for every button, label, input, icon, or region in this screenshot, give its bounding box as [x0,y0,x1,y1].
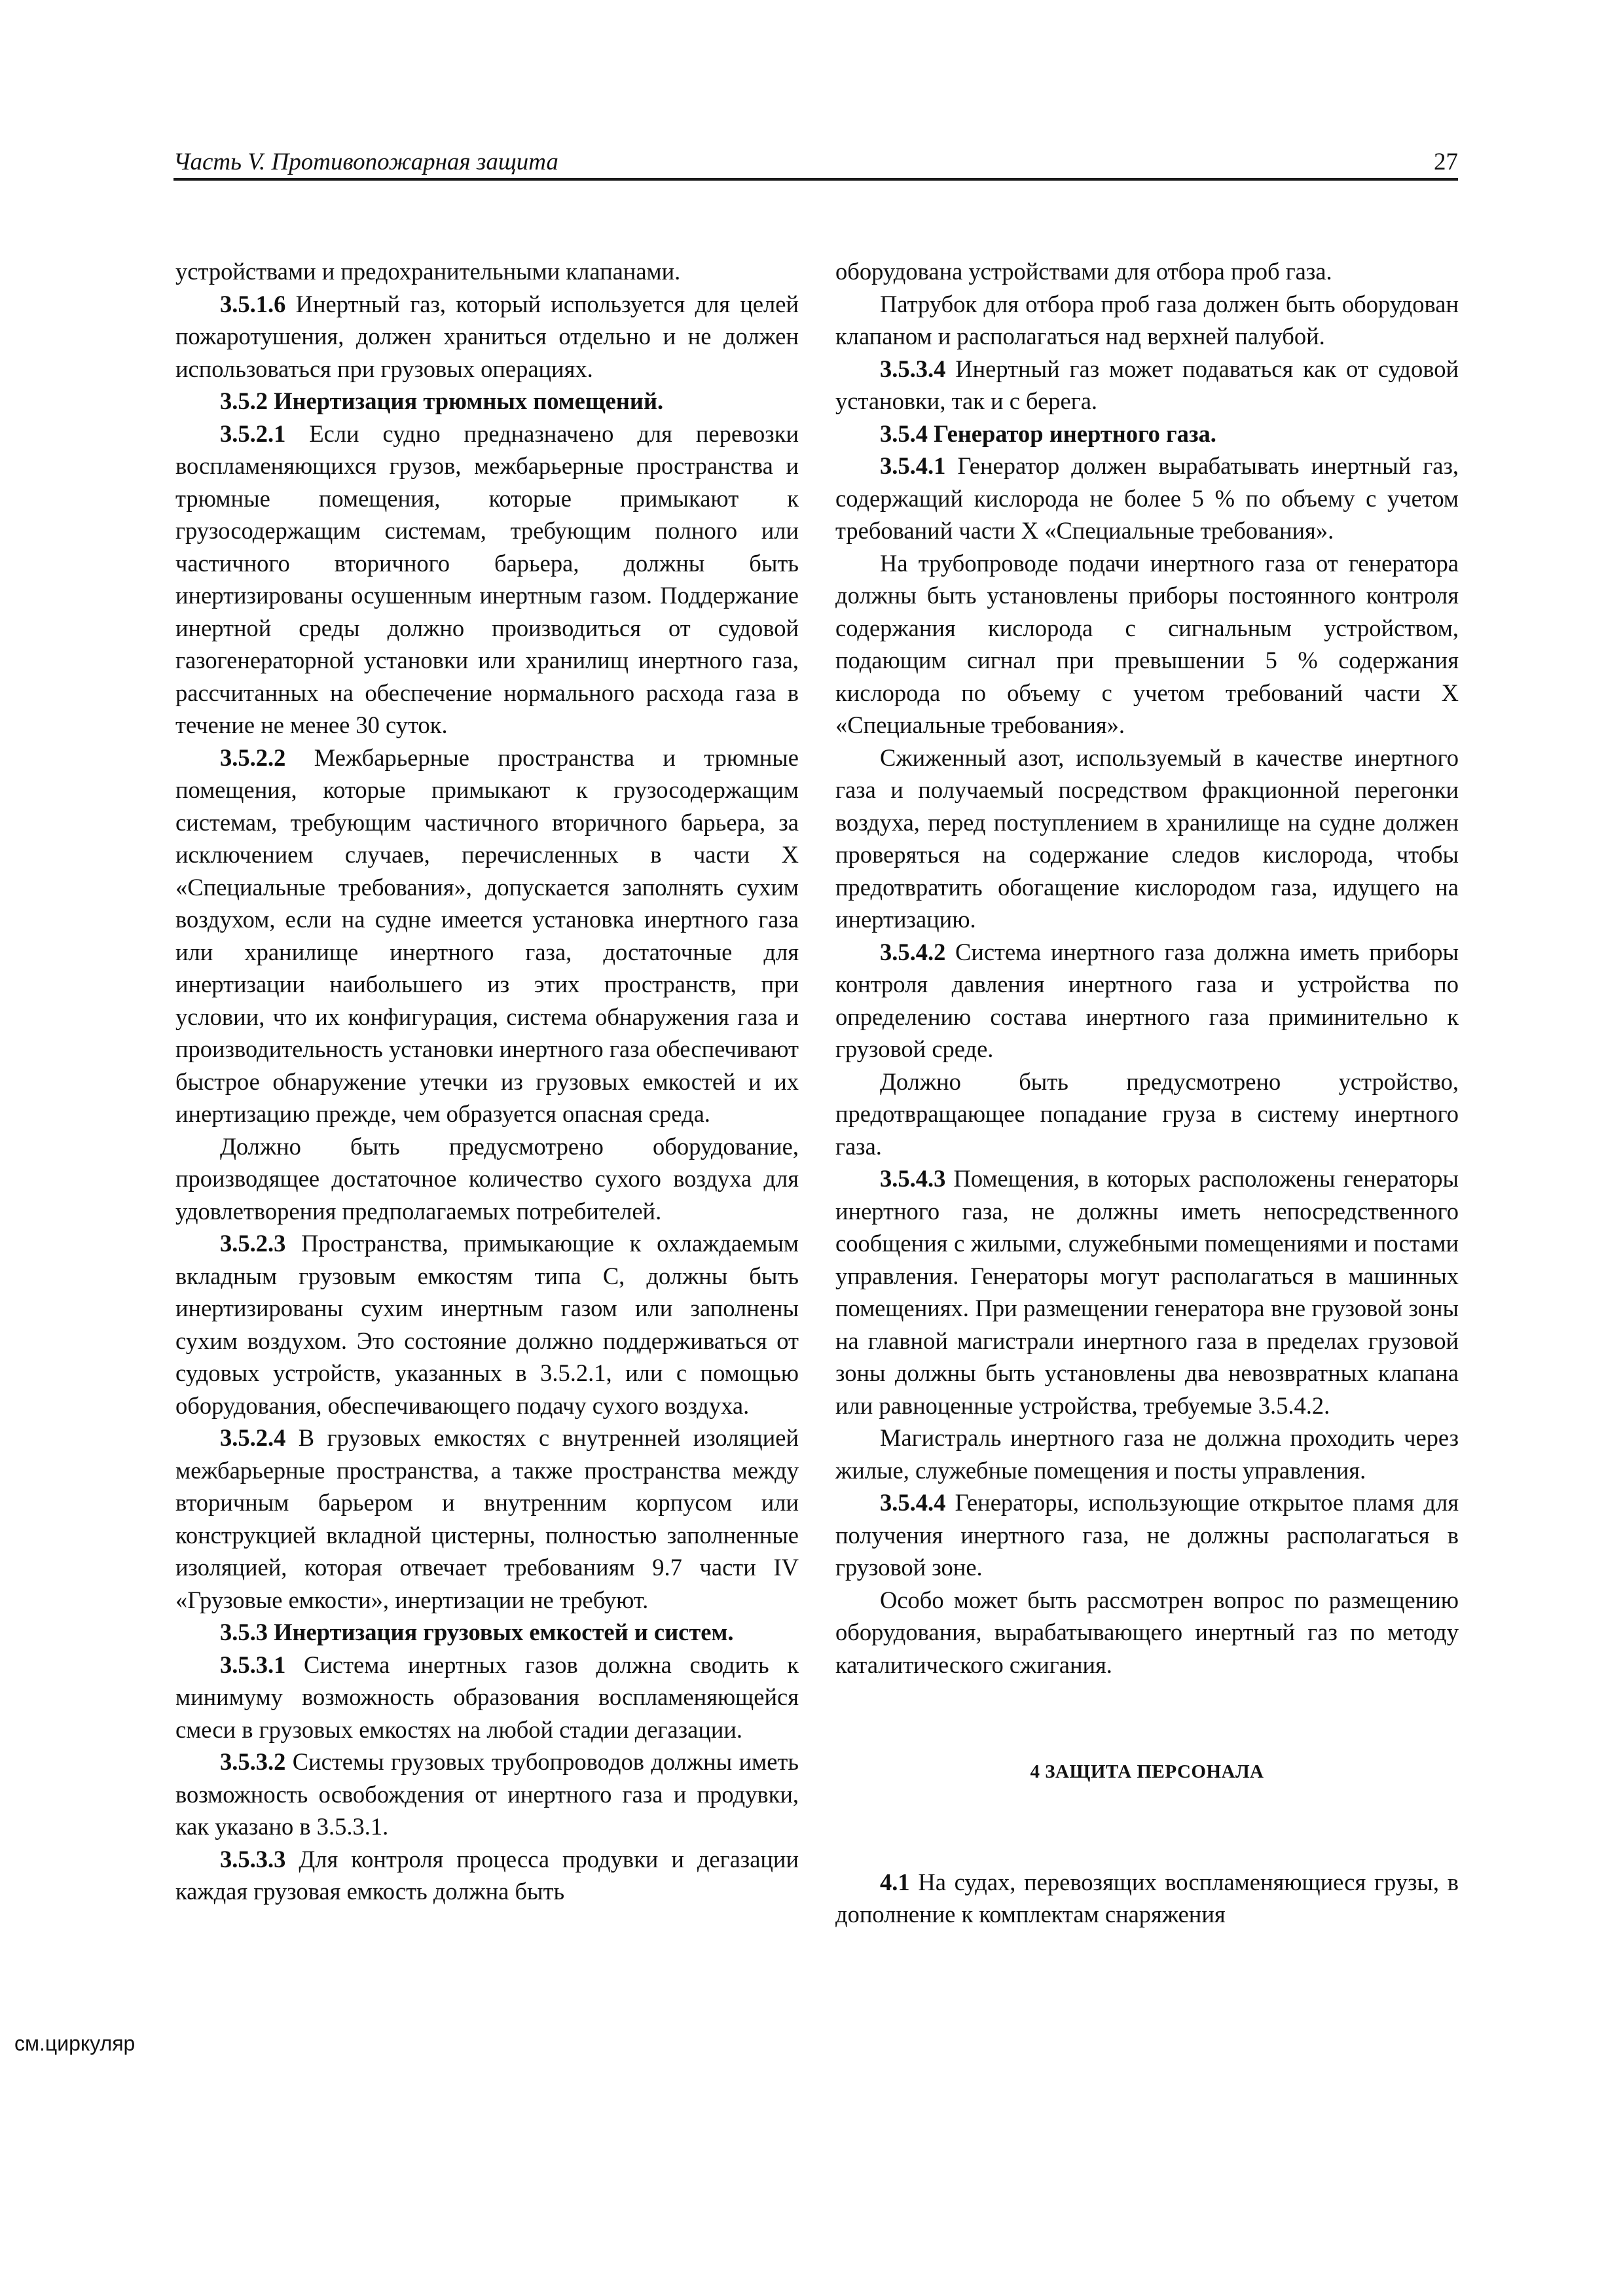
clause-number: 3.5.3.1 [220,1651,286,1678]
paragraph-text: Для контроля процесса продувки и дегазации каждая грузовая емкость должна быть [175,1845,799,1905]
paragraph-text: устройствами и предохранительными клапанами. [175,258,681,285]
clause-number: 3.5.2.1 [220,420,286,447]
clause-number: 3.5.3.3 [220,1845,286,1873]
paragraph [835,1066,1459,1163]
paragraph-text: В грузовых емкостях с внутренней изоляцией межбарьерные пространства, а также пространства между вторичным барьером и внутренним корпусом или конструкцией вкладной цистерны, полностью заполненные изоляцией, которая отвечает требованиям 9.7 части IV «Грузовые емкости», инертизации не требуют. [175,1424,799,1613]
clause-number: 3.5.2.3 [220,1230,286,1257]
paragraph-text: Инертный газ, который используется для целей пожаротушения, должен храниться отдельно и не должен использоваться при грузовых операциях. [175,290,799,382]
paragraph [835,1162,1459,1422]
clause-number: 3.5.4.3 [880,1165,946,1192]
paragraph-text: Должно быть предусмотрено устройство, предотвращающее попадание груза в систему инертного газа. [835,1067,1459,1160]
paragraph-text: Магистраль инертного газа не должна проходить через жилые, служебные помещения и посты управления. [835,1424,1459,1484]
margin-note: см.циркуляр [14,2032,136,2055]
paragraph [835,353,1459,418]
clause-number: 4.1 [880,1868,910,1895]
paragraph-text: Системы грузовых трубопроводов должны иметь возможность освобождения от инертного газа и продувки, как указано в 3.5.3.1. [175,1748,799,1840]
subsection-heading: 3.5.2 Инертизация трюмных помещений. [220,387,664,414]
paragraph [835,255,1459,288]
paragraph [835,450,1459,547]
paragraph-text: Особо может быть рассмотрен вопрос по размещению оборудования, вырабатывающего инертный газ по методу каталитического сжигания. [835,1586,1459,1678]
paragraph-text: Генераторы, использующие открытое пламя для получения инертного газа, не должны располагаться в грузовой зоне. [835,1489,1459,1581]
paragraph-text: Помещения, в которых расположены генераторы инертного газа, не должны иметь непосредственного сообщения с жилыми, служебными помещениями и постами управления. Генераторы могут располагаться в машинных помещениях. При размещении генератора вне грузовой зоны на главной магистрали инертного газа в пределах грузовой зоны должны быть установлены два невозвратных клапана или равноценные устройства, требуемые 3.5.4.2. [835,1165,1459,1419]
paragraph [835,288,1459,353]
right-column [835,255,1459,1931]
clause-number: 3.5.2.4 [220,1424,286,1451]
paragraph-text: На судах, перевозящих воспламеняющиеся грузы, в дополнение к комплектам снаряжения [835,1868,1459,1928]
paragraph [175,255,799,288]
paragraph [835,1422,1459,1486]
clause-number: 3.5.1.6 [220,290,286,317]
clause-number: 3.5.3.4 [880,355,946,382]
paragraph [835,936,1459,1066]
paragraph [835,742,1459,936]
section-heading: 4 ЗАЩИТА ПЕРСОНАЛА [1030,1761,1264,1782]
clause-number: 3.5.4.4 [880,1489,946,1516]
clause-number: 3.5.4.2 [880,938,946,965]
paragraph [835,1866,1459,1931]
paragraph-text: Система инертного газа должна иметь приборы контроля давления инертного газа и устройства по определению состава инертного газа приминительно к грузовой среде. [835,938,1459,1062]
paragraph [175,1130,799,1228]
paragraph [835,1486,1459,1584]
paragraph [175,1746,799,1843]
subsection-heading: 3.5.4 Генератор инертного газа. [880,420,1216,447]
paragraph [835,1584,1459,1681]
paragraph [175,1843,799,1908]
page-header [173,149,1458,181]
paragraph [175,742,799,1130]
clause-number: 3.5.4.1 [880,452,946,479]
paragraph-text: Генератор должен вырабатывать инертный газ, содержащий кислорода не более 5 % по объему с учетом требований части X «Специальные требования». [835,452,1459,544]
paragraph-text: Должно быть предусмотрено оборудование, производящее достаточное количество сухого воздуха для удовлетворения предполагаемых потребителей. [175,1132,799,1225]
paragraph-text: Инертный газ может подаваться как от судовой установки, так и с берега. [835,355,1459,414]
paragraph-text: оборудована устройствами для отбора проб газа. [835,258,1332,285]
paragraph-text: Патрубок для отбора проб газа должен быть оборудован клапаном и располагаться над верхней палубой. [835,290,1459,350]
paragraph-text: На трубопроводе подачи инертного газа от генератора должны быть установлены приборы постоянного контроля содержания кислорода с сигнальным устройством, подающим сигнал при превышении 5 % содержания кислорода по объему с учетом требований части X «Специальные требования». [835,549,1459,738]
subsection-heading: 3.5.3 Инертизация грузовых емкостей и систем. [220,1619,734,1645]
paragraph-text: Сжиженный азот, используемый в качестве инертного газа и получаемый посредством фракционной перегонки воздуха, перед поступлением в хранилище на судне должен проверяться на содержание следов кислорода, чтобы предотвратить обогащение кислородом газа, идущего на инертизацию. [835,744,1459,933]
clause-number: 3.5.2.2 [220,744,286,771]
paragraph [175,1649,799,1746]
clause-number: 3.5.3.2 [220,1748,286,1775]
page-number: 27 [1434,149,1458,175]
paragraph-text: Межбарьерные пространства и трюмные помещения, которые примыкают к грузосодержащим системам, требующим частичного вторичного барьера, за исключением случаев, перечисленных в части X «Специальные требования», допускается заполнять сухим воздухом, если на судне имеется установка инертного газа или хранилище инертного газа, достаточные для инертизации наибольшего из этих пространств, при условии, что их конфигурация, система обнаружения газа и производительность установки инертного газа обеспечивают быстрое обнаружение утечки из грузовых емкостей и их инертизацию прежде, чем образуется опасная среда. [175,744,799,1127]
paragraph [835,547,1459,742]
paragraph [175,418,799,742]
left-column [175,255,799,1908]
running-title: Часть V. Противопожарная защита [173,149,558,175]
paragraph-text: Система инертных газов должна сводить к минимуму возможность образования воспламеняющейся смеси в грузовых емкостях на любой стадии дегазации. [175,1651,799,1743]
paragraph [175,1422,799,1616]
paragraph [175,288,799,386]
paragraph [175,1227,799,1422]
paragraph-text: Если судно предназначено для перевозки воспламеняющихся грузов, межбарьерные пространства и трюмные помещения, которые примыкают к грузосодержащим системам, требующим полного или частичного вторичного барьера, должны быть инертизированы осушенным инертным газом. Поддержание инертной среды должно производиться от судовой газогенераторной установки или хранилищ инертного газа, рассчитанных на обеспечение нормального расхода газа в течение не менее 30 суток. [175,420,799,738]
paragraph-text: Пространства, примыкающие к охлаждаемым вкладным грузовым емкостям типа С, должны быть инертизированы сухим инертным газом или заполнены сухим воздухом. Это состояние должно поддерживаться от судовых устройств, указанных в 3.5.2.1, или с помощью оборудования, обеспечивающего подачу сухого воздуха. [175,1230,799,1419]
